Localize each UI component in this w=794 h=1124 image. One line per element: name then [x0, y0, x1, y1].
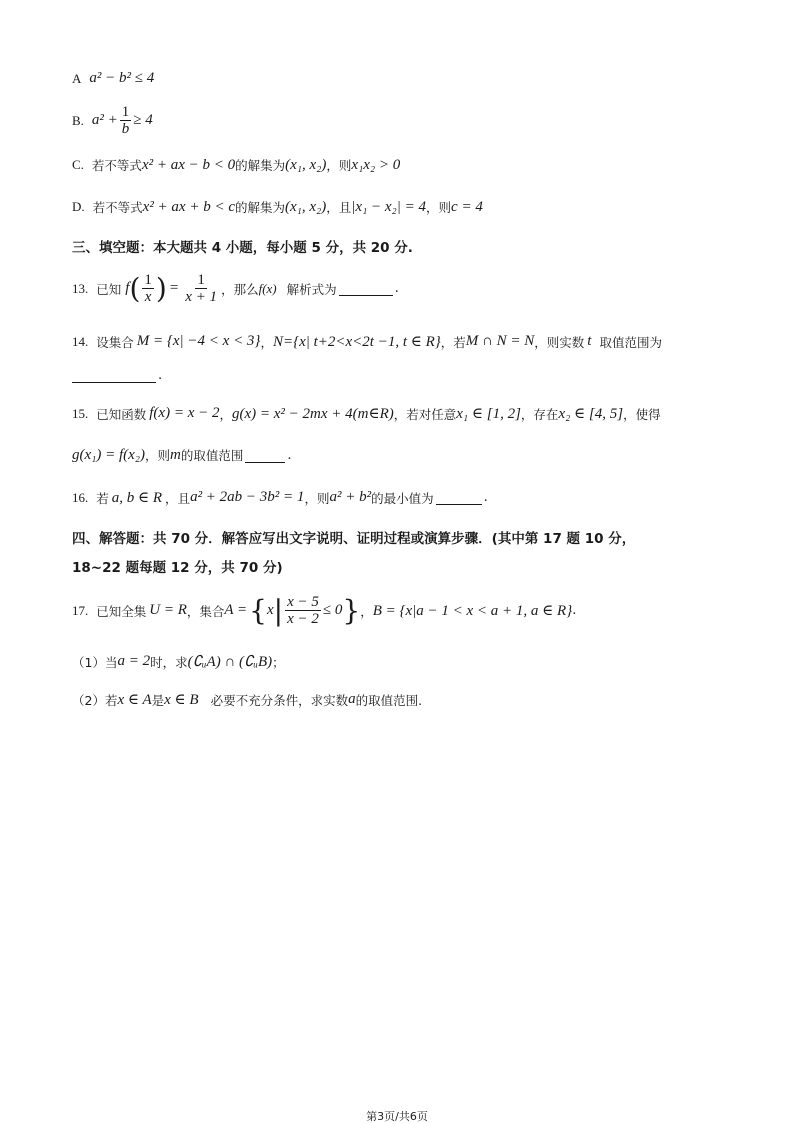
option-b-fraction: $\frac{1}{b}$ — [121, 104, 130, 137]
question-15: 15. 已知函数 f(x) = x − 2 ， g(x) = x² − 2mx + 4(m∈R) ，若对任意 x₁ ∈ [1, 2] ，存在 x₂ ∈ [4, 5] ，使得 — [72, 405, 661, 422]
page-footer: 第3页/共6页 — [366, 1110, 428, 1123]
question-13: 13. 已知 f ( $\frac{1}{x}$ ) = $\frac{1}{x + 1}$ ，那么 f(x) 解析式为 . — [72, 271, 399, 305]
question-15-cont: g(x₁) = f(x₂) ，则 m 的取值范围 . — [72, 446, 292, 463]
q16-answer-blank[interactable] — [436, 490, 482, 505]
q13-rhs-fraction: $\frac{1}{x + 1}$ — [185, 272, 218, 305]
option-a-math: a² − b² ≤ 4 — [89, 70, 155, 86]
question-17: 17. 已知全集 U = R ，集合 A = { x | $\frac{x - 5}{x - 2}$ ≤ 0 } ， B = {x|a − 1 < x < a + 1, a ∈ R} . — [72, 593, 577, 627]
q17-set-fraction: $\frac{x - 5}{x - 2}$ — [287, 594, 319, 627]
question-17-part-2: （2） 若 x ∈ A 是 x ∈ B 必要不充分条件，求实数 a 的取值范围. — [72, 691, 423, 708]
section-3-heading: 三、填空题：本大题共 4 小题，每小题 5 分，共 20 分. — [72, 240, 413, 256]
q13-inner-fraction: $\frac{1}{x}$ — [144, 272, 152, 305]
q14-answer-blank[interactable] — [72, 368, 156, 383]
option-b-post: ≥ 4 — [133, 112, 153, 128]
option-b — [72, 104, 153, 137]
option-b-label: B. — [72, 112, 84, 128]
question-14: 14. 设集合 M = {x| −4 < x < 3} ， N={x| t+2<x<2t −1, t ∈ R} ，若 M ∩ N = N ，则实数 t 取值范围为 — [72, 333, 662, 350]
q13-answer-blank[interactable] — [339, 281, 393, 296]
option-d: D. 若不等式 x² + ax + b < c 的解集为 (x₁, x₂) ，且 |x₁ − x₂| = 4 ，则 c = 4 — [72, 198, 483, 215]
option-a-label: A — [72, 70, 82, 86]
option-d-label: D. — [72, 199, 85, 214]
option-c-label: C. — [72, 157, 84, 172]
section-4-heading-line2: 18~22 题每题 12 分，共 70 分) — [72, 560, 283, 576]
q15-answer-blank[interactable] — [245, 448, 285, 463]
question-17-part-1: （1） 当 a = 2 时，求 (∁ᵤA) ∩ (∁ᵤB) ； — [72, 653, 285, 670]
option-b-pre: a² + — [91, 112, 118, 128]
question-14-cont: . — [72, 368, 162, 383]
question-16: 16. 若 a, b ∈ R ，且 a² + 2ab − 3b² = 1 ，则 a² + b² 的最小值为 . — [72, 489, 488, 506]
option-c: C. 若不等式 x² + ax − b < 0 的解集为 (x₁, x₂) ，则 x₁x₂ > 0 — [72, 156, 401, 173]
section-4-heading-line1: 四、解答题：共 70 分．解答应写出文字说明、证明过程或演算步骤．(其中第 17 题 10 分， — [72, 531, 636, 547]
option-a — [72, 70, 154, 87]
